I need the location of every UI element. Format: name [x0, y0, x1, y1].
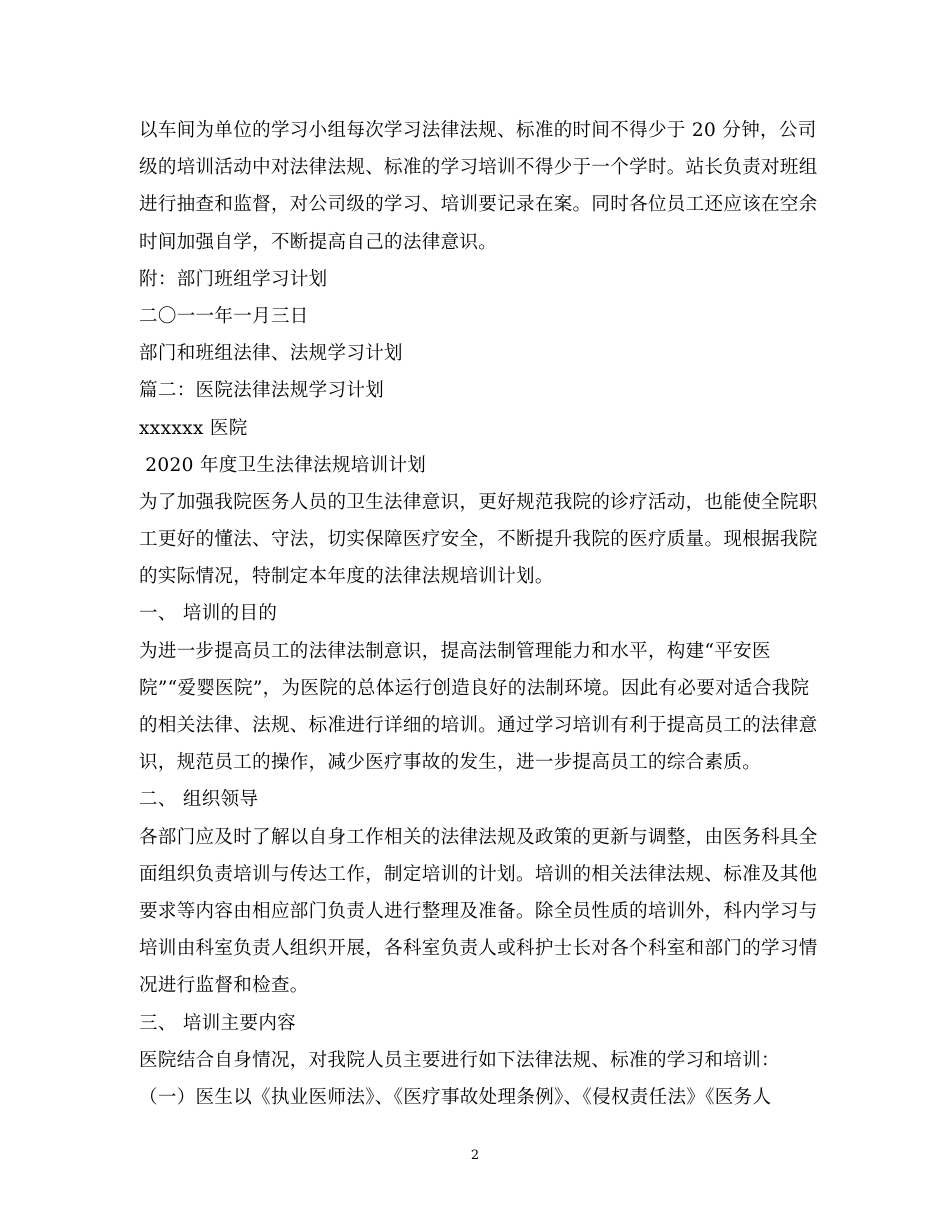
text-line: 各部门应及时了解以自身工作相关的法律法规及政策的更新与调整，由医务科具全	[139, 826, 818, 848]
text-line: 级的培训活动中对法律法规、标准的学习培训不得少于一个学时。站长负责对班组	[139, 157, 818, 179]
plan-year-title: 2020 年度卫生法律法规培训计划	[139, 454, 427, 476]
plan-title-line: 部门和班组法律、法规学习计划	[139, 343, 403, 365]
text-line: 培训由科室负责人组织开展，各科室负责人或科护士长对各个科室和部门的学习情	[139, 938, 818, 960]
document-body	[139, 112, 819, 1116]
chapter-heading: 篇二：医院法律法规学习计划	[139, 380, 385, 402]
hospital-name: xxxxxx 医院	[139, 417, 248, 439]
section-heading-3: 三、 培训主要内容	[139, 1012, 297, 1034]
text-line: 为进一步提高员工的法律法制意识，提高法制管理能力和水平，构建“平安医	[139, 640, 771, 662]
text-line: 院”“爱婴医院”，为医院的总体运行创造良好的法制环境。因此有必要对适合我院	[139, 677, 810, 699]
text-line: 以车间为单位的学习小组每次学习法律法规、标准的时间不得少于 20 分钟，公司	[139, 120, 817, 141]
text-line: （一）医生以《执业医师法》、《医疗事故处理条例》、《侵权责任法》《医务人	[139, 1086, 772, 1108]
page-number: 2	[470, 1148, 480, 1163]
appendix-line: 附：部门班组学习计划	[139, 268, 328, 290]
text-line: 工更好的懂法、守法，切实保障医疗安全，不断提升我院的医疗质量。现根据我院	[139, 529, 818, 551]
text-line: 要求等内容由相应部门负责人进行整理及准备。除全员性质的培训外，科内学习与	[139, 900, 818, 922]
text-line: 为了加强我院医务人员的卫生法律意识，更好规范我院的诊疗活动，也能使全院职	[139, 491, 818, 513]
text-line: 面组织负责培训与传达工作，制定培训的计划。培训的相关法律法规、标准及其他	[139, 863, 818, 885]
text-line: 的实际情况，特制定本年度的法律法规培训计划。	[139, 566, 554, 588]
section-heading-1: 一、 培训的目的	[139, 603, 278, 625]
text-line: 识，规范员工的操作，减少医疗事故的发生，进一步提高员工的综合素质。	[139, 752, 762, 774]
text-line: 医院结合自身情况，对我院人员主要进行如下法律法规、标准的学习和培训：	[139, 1049, 780, 1071]
text-line: 进行抽查和监督，对公司级的学习、培训要记录在案。同时各位员工还应该在空余	[139, 194, 818, 216]
date-line: 二〇一一年一月三日	[139, 305, 309, 327]
section-heading-2: 二、 组织领导	[139, 789, 259, 811]
text-line: 时间加强自学，不断提高自己的法律意识。	[139, 231, 498, 253]
text-line: 况进行监督和检查。	[139, 975, 309, 997]
text-line: 的相关法律、法规、标准进行详细的培训。通过学习培训有利于提高员工的法律意	[139, 715, 818, 736]
